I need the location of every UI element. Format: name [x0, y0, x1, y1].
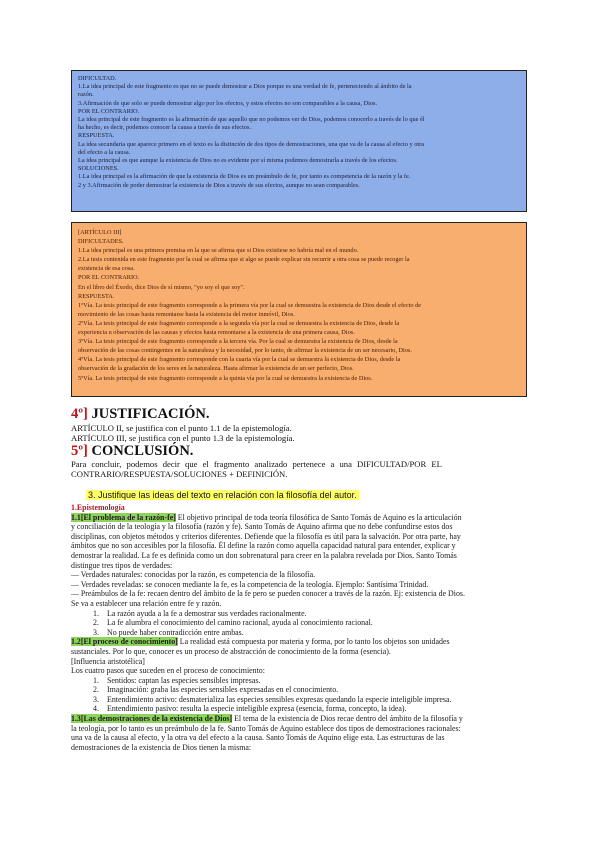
paragraph-line: — Verdades naturales: conocidas por la razón, es competencia de la filosofía. — [71, 570, 316, 580]
orange-box-line: POR EL CONTRARIO. — [78, 274, 140, 282]
god-existence-label: 1.3[Las demostraciones de la existencia de Dios] — [71, 714, 233, 724]
list-item: 3. Entendimiento activo: desmaterializa las especies sensibles expresas quedando la especie inteligible impresa. — [93, 695, 529, 705]
orange-box-line: DIFICULTADES. — [78, 238, 124, 246]
reason-faith-first-line: El objetivo principal de toda teoría filosófica de Santo Tomás de Aquino es la articulación — [175, 512, 462, 522]
justificacion-line: ARTÍCULO II, se justifica con el punto 1.1 de la epistemología. — [71, 423, 292, 433]
blue-box-line: del efecto a la causa. — [78, 148, 131, 156]
question-3: 3. Justifique las ideas del texto en relación con la filosofía del autor. — [88, 490, 357, 500]
paragraph-line: ámbitos que no son accesibles por la filosofía. Él define la razón como aquella capacidad natural para entender, explicar y — [71, 541, 456, 551]
reason-faith-paragraph — [71, 522, 529, 608]
blue-box-line: La idea principal de este fragmento es la afirmación de que aquello que no podemos ver de Dios, podemos conocerlo a través de lo que él — [78, 116, 425, 124]
blue-box-line: La idea principal es que aunque la existencia de Dios no es evidente por sí misma podemos demostrarla a través de los efectos. — [78, 157, 398, 165]
list-item: 1. La razón ayuda a la fe a demostrar sus verdades racionalmente. — [93, 609, 529, 619]
paragraph-line: — Preámbulos de la fe: recaen dentro del ámbito de la fe pero se pueden conocer a través de la razón. Ej: existencia de Dios. — [71, 589, 465, 599]
orange-box-line: 1ºVía. La tesis principal de este fragmento corresponde a la primera vía por la cual se demuestra la existencia de Dios desde el efecto de — [78, 301, 422, 309]
orange-box-line: observación de la gradación de los seres en la naturaleza. Hasta afirmar la existencia de un ser perfecto, Dios. — [78, 365, 354, 373]
orange-box-line: existencia de esa cosa. — [78, 265, 135, 273]
orange-box-line: [ARTÍCULO III] — [78, 229, 122, 236]
justificacion-line: ARTÍCULO III, se justifica con el punto 1.3 de la epistemología. — [71, 433, 295, 443]
orange-box-line: 5ºVía. La tesis principal de este fragmento corresponde a la quinta vía por la cual se demuestra la existencia de Dios. — [78, 374, 373, 382]
blue-box-line: RESPUESTA. — [78, 132, 115, 140]
orange-box-line: observación de las cosas contingentes en la naturaleza y la necesidad, por lo tanto, de afirmar la existencia de un ser necesario, Dios. — [78, 347, 412, 355]
list-item: 2. La fe alumbra el conocimiento del camino racional, ayuda al conocimiento racional. — [93, 618, 529, 628]
knowledge-process-label: 1.2[El proceso de conocimiento] — [71, 637, 178, 647]
conclusion-line: CONTRARIO/RESPUESTA/SOLUCIONES + DEFINICIÓN. — [71, 469, 288, 479]
orange-summary-box — [71, 222, 527, 397]
paragraph-line: Los cuatro pasos que suceden en el proceso de conocimiento: — [71, 666, 265, 676]
orange-box-line: 1.La idea principal es una primera premisa en la que se afirma que si Dios existiese no habría mal en el mundo. — [78, 247, 359, 255]
orange-box-text — [78, 228, 520, 383]
blue-box-line: 1.La idea principal es la afirmación de que la existencia de Dios es un preámbulo de fe, por tanto es competencia de la razón y la fe. — [78, 173, 411, 181]
justificacion-body — [71, 423, 529, 443]
paragraph-line: la teología, por lo tanto es un preámbulo de la fe. Santo Tomás de Aquino establece dos tipos de demostraciones racionales: — [71, 723, 461, 733]
blue-box-line: ha hecho, es decir, podemos conocer la causa a través de sus efectos. — [78, 124, 252, 132]
reason-faith-label: 1.1[El problema de la razón-fe] — [71, 512, 176, 522]
conclusion-line: Para concluir, podemos decir que el fragmento analizado pertenece a una DIFICULTAD/POR EL — [71, 459, 442, 469]
paragraph-line: — Verdades reveladas: se conocen mediante la fe, es la competencia de la teología. Ejemplo: Santísima Trinidad. — [71, 579, 429, 589]
blue-box-line: SOLUCIONES. — [78, 165, 119, 173]
paragraph-line: sustanciales. Por lo que, conocer es un proceso de abstracción de conocimiento de la forma (esencia). — [71, 646, 391, 656]
paragraph-line: demostrar la realidad. La fe es definida como un don sobrenatural para creer en la palabra revelada por Dios. Santo Tomás — [71, 550, 457, 560]
epistemology-section — [71, 503, 529, 752]
knowledge-process-paragraph — [71, 647, 529, 676]
justificacion-heading — [71, 406, 210, 423]
justificacion-number: 4º] — [71, 406, 88, 422]
knowledge-steps-list — [71, 676, 529, 714]
list-item: 4. Entendimiento pasivo: resulta la especie inteligible expresa (esencia, forma, concepto, la idea). — [93, 704, 529, 714]
list-item: 2. Imaginación: graba las especies sensibles expresadas en el conocimiento. — [93, 685, 529, 695]
blue-box-text — [78, 75, 520, 190]
orange-box-line: 2.La tesis contenida en este fragmento por la cual se afirma que si algo se puede explicar sin recurrir a otra cosa se puede recoger la — [78, 256, 410, 264]
orange-box-line: movimiento de las cosas hasta remontarse hasta la existencia del motor inmóvil, Dios. — [78, 310, 295, 318]
list-item: 1. Sentidos: captan las especies sensibles impresas. — [93, 676, 529, 686]
paragraph-line: una va de la causa al efecto, y la otra va del efecto a la causa. Santo Tomás de Aquino elige esta. Las estructuras de las — [71, 733, 445, 743]
paragraph-line: Se va a establecer una relación entre fe y razón. — [71, 598, 222, 608]
blue-box-line: La idea secundaria que aparece primero en el texto es la distinción de dos tipos de demostraciones, una que va de la causa al efecto y otra — [78, 140, 425, 148]
blue-box-line: DIFICULTAD. — [78, 75, 117, 82]
conclusion-title: CONCLUSIÓN. — [91, 443, 194, 459]
blue-box-line: POR EL CONTRARIO. — [78, 107, 140, 115]
god-existence-first-line: El tema de la existencia de Dios recae dentro del ámbito de la filosofía y — [232, 714, 463, 724]
orange-box-line: experiencia u observación de las causas y efectos hasta remontarse a la existencia de una primera causa, Dios. — [78, 329, 355, 337]
paragraph-line: [Influencia aristotélica] — [71, 656, 145, 666]
paragraph-line: disciplinas, con objetos métodos y criterios diferentes. Defiende que la filosofía es útil para la salvación. Por otra parte, hay — [71, 531, 461, 541]
conclusion-heading — [71, 443, 193, 460]
orange-box-line: 3ºVía. La tesis principal de este fragmento corresponde a la tercera vía. Por la cual se demuestra la existencia de Dios, desde la — [78, 338, 398, 346]
epistemology-heading: 1.Epistemología — [71, 503, 125, 512]
blue-box-line: 2 y 3.Afirmación de poder demostrar la existencia de Dios a través de sus efectos, aunque no sean comparables. — [78, 181, 360, 189]
blue-box-line: razón. — [78, 91, 94, 99]
conclusion-body — [71, 459, 529, 479]
blue-summary-box — [71, 70, 527, 212]
justificacion-title: JUSTIFICACIÓN. — [91, 406, 210, 422]
paragraph-line: y conciliación de la teología y la filosofía (razón y fe). Santo Tomás de Aquino afirma que no debe confundirse estos dos — [71, 522, 453, 532]
orange-box-line: 4ºVía. La tesis principal de este fragmento corresponde con la cuarta vía por la cual se demuestra la existencia de Dios, desde la — [78, 356, 401, 364]
orange-box-line: 2ºVía. La tesis principal de este fragmento corresponde a la segunda vía por la cual se demuestra la existencia de Dios, desde la — [78, 319, 400, 327]
faith-reason-list — [71, 609, 529, 638]
blue-box-line: 1.La idea principal de este fragmento es que no se puede demostrar a Dios porque es una verdad de fe, perteneciendo al ámbito de la — [78, 83, 412, 91]
list-item: 3. No puede haber contradicción entre ambas. — [93, 628, 529, 638]
conclusion-number: 5º] — [71, 443, 88, 459]
paragraph-line: distingue tres tipos de verdades: — [71, 560, 173, 570]
orange-box-line: En el libro del Éxodo, dice Dios de sí mismo, "yo soy el que soy". — [78, 283, 245, 291]
knowledge-process-first-line: La realidad está compuesta por materia y forma, por lo tanto los objetos son unidades — [177, 637, 450, 647]
paragraph-line: demostraciones de la existencia de Dios tienen la misma: — [71, 742, 252, 752]
orange-box-line: RESPUESTA. — [78, 292, 115, 300]
blue-box-line: 3.Afirmación de que solo se puede demostrar algo por los efectos, y estos efectos no son comparables a la causa, Dios. — [78, 99, 378, 107]
god-existence-paragraph — [71, 724, 529, 753]
